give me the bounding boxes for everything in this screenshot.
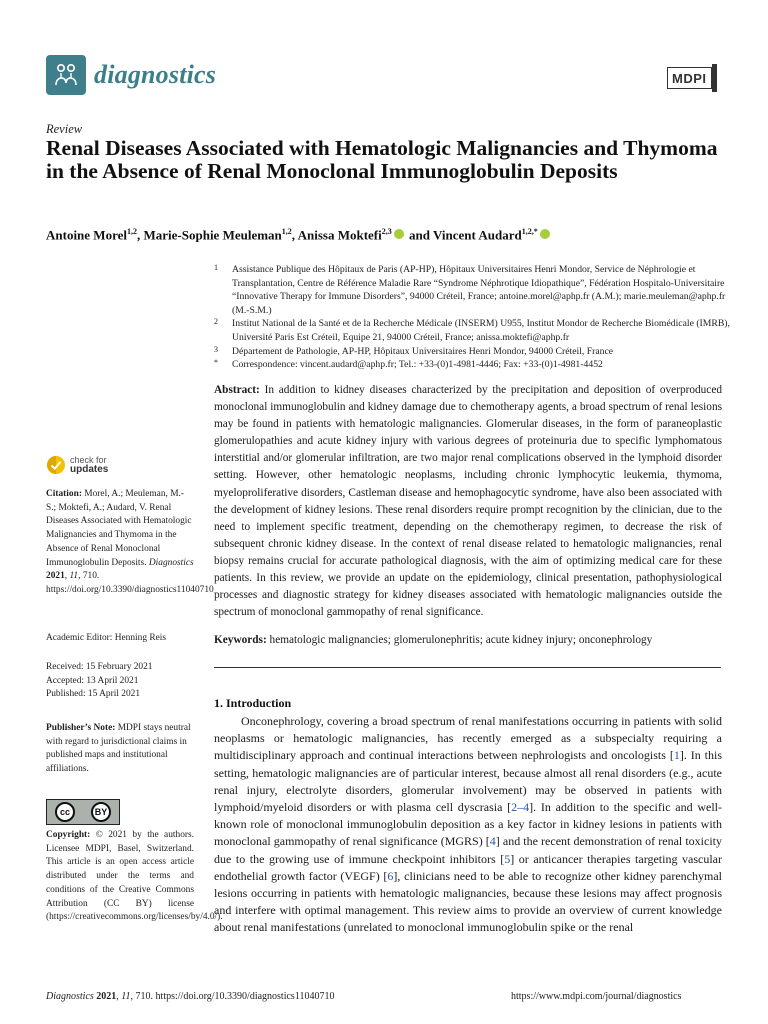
publisher-logo[interactable] — [667, 64, 717, 92]
publication-dates — [46, 661, 194, 702]
author-name: Marie-Sophie Meuleman — [143, 227, 282, 243]
orcid-icon[interactable] — [394, 229, 404, 239]
affiliation-text: Assistance Publique des Hôpitaux de Paris (AP-HP), Hôpitaux Universitaires Henri Mondor, Service de Néphrologie et Transplantation, Centre de Référence Maladie Rare “Syndrome Néphrotique Idiopathique”, Fédération Hospitalo-Universitaire “Innovative Therapy for Immune Disorders”, 94000 Créteil, France; antoine.morel@aphp.fr (A.M.); marie.meuleman@aphp.fr (M.-S.M.) — [232, 264, 726, 316]
intro-text: ], clinicians need to be able to recognize other kidney parenchymal lesions occurring in patients with hematologic malignancies, because these lesions may affect prognosis and interfere with optimal management. This review aims to provide an overview of current knowledge about renal manifestations (unrelated to monoclonal immunoglobulin spike or the renal — [214, 868, 722, 935]
citation-label: Citation: — [46, 489, 82, 499]
journal-logo[interactable] — [46, 55, 216, 95]
footer-journal: Diagnostics — [46, 991, 94, 1002]
publisher-logo-bar — [712, 64, 717, 92]
author-separator: and — [405, 227, 433, 243]
affiliation-text: Institut National de la Santé et de la Recherche Médicale (INSERM) U955, Institut Mondor de Recherche Biomédicale (IMRB), Université Paris Est Créteil, Equipe 21, 94000 Créteil, France; anissa.moktefi@aphp.fr — [232, 318, 730, 343]
abstract — [214, 382, 722, 621]
intro-text: ] or anticancer therapies targeting vascular endothelial growth factor (VEGF) [ — [214, 851, 722, 883]
keywords-label: Keywords: — [214, 634, 267, 646]
citation-year: 2021 — [46, 571, 65, 582]
correspondence-marker: * — [214, 358, 218, 368]
by-icon: BY — [91, 802, 111, 822]
author-name: Antoine Morel — [46, 227, 127, 243]
author-separator: , — [291, 227, 298, 243]
affiliation-item — [214, 263, 734, 317]
reference-link[interactable]: 6 — [387, 868, 394, 883]
affiliation-text: Département de Pathologie, AP-HP, Hôpitaux Universitaires Henri Mondor, 94000 Créteil, France — [232, 345, 614, 357]
author-affiliation-marker: 2,3 — [381, 227, 392, 236]
academic-editor: Academic Editor: Henning Reis — [46, 633, 167, 643]
introduction-paragraph — [214, 713, 722, 937]
check-for-updates-badge[interactable] — [46, 455, 108, 475]
reference-link[interactable]: 4 — [489, 834, 496, 849]
author-name: Vincent Audard — [432, 227, 522, 243]
publisher-note-label: Publisher’s Note: — [46, 723, 116, 733]
affiliation-item — [214, 317, 734, 344]
intro-text: ]. In addition to the specific and well-known role of monoclonal immunoglobulin deposition as a key factor in kidney lesions in patients with monoclonal gammopathy of renal significance (MGRS) [ — [214, 800, 723, 849]
footer-journal-url[interactable]: https://www.mdpi.com/journal/diagnostics — [511, 991, 682, 1002]
section-heading-introduction: 1. Introduction — [214, 696, 292, 710]
section-divider — [214, 667, 721, 668]
keywords — [214, 634, 734, 646]
footer-citation: Diagnostics 2021, 11, 710. https://doi.org/10.3390/diagnostics11040710 — [46, 991, 335, 1002]
check-for-updates-label — [70, 455, 108, 475]
affiliations — [214, 263, 734, 372]
copyright — [46, 829, 223, 925]
journal-logo-icon — [46, 55, 86, 95]
affiliation-number: 1 — [214, 263, 218, 272]
published-date: Published: 15 April 2021 — [46, 689, 141, 700]
article-title: Renal Diseases Associated with Hematologic Malignancies and Thymoma in the Absence of Renal Monoclonal Immunoglobulin Deposits — [46, 136, 718, 183]
affiliation-number: 2 — [214, 317, 218, 327]
correspondence — [214, 358, 734, 372]
citation: Citation: Morel, A.; Meuleman, M.-S.; Moktefi, A.; Audard, V. Renal Diseases Associated with Hematologic Malignancies and Thymoma in the Absence of Renal Monoclonal Immunoglobulin Deposits. Diagnostics 2021, 11, 710. https://doi.org/10.3390/diagnostics11040710 — [46, 489, 214, 595]
author-separator: , — [137, 227, 144, 243]
copyright-text: © 2021 by the authors. Licensee MDPI, Basel, Switzerland. This article is an open access article distributed under the terms and conditions of the Creative Commons Attribution (CC BY) license (https://creativecommons.org/licenses/by/4.0/). — [46, 830, 223, 923]
check-for-updates-line1: check for — [70, 455, 107, 465]
citation-text: Morel, A.; Meuleman, M.-S.; Moktefi, A.; Audard, V. Renal Diseases Associated with Hematologic Malignancies and Thymoma in the Absence of Renal Monoclonal Immunoglobulin Deposits. — [46, 489, 192, 568]
author-affiliation-marker: 1,2 — [281, 227, 292, 236]
cc-by-license-badge[interactable] — [46, 799, 120, 825]
footer-year: 2021 — [96, 991, 117, 1002]
abstract-label: Abstract: — [214, 384, 260, 396]
copyright-label: Copyright: — [46, 830, 91, 840]
journal-name: diagnostics — [94, 60, 217, 89]
accepted-date: Accepted: 13 April 2021 — [46, 675, 139, 686]
reference-link[interactable]: 5 — [504, 851, 511, 866]
check-for-updates-line2: updates — [70, 464, 109, 475]
citation-volume: 11 — [69, 571, 79, 582]
intro-text: ]. In this setting, hematologic malignancies are of particular interest, because almost all renal disorders (e.g., acute renal injury, electrolyte disorders, glomerular involvement) may be observed in patients with lymphoid/myeloid disorders or with plasma cell dyscrasia [ — [214, 748, 722, 815]
author-affiliation-marker: 1,2,* — [521, 227, 538, 236]
citation-journal: Diagnostics — [148, 557, 194, 568]
author-name: Anissa Moktefi — [297, 227, 382, 243]
intro-text: Onconephrology, covering a broad spectrum of renal manifestations occurring in patients with solid neoplasms or hematologic malignancies, has recently emerged as a subspecialty requiring a multidisciplinary approach and continual interactions between nephrologists and oncologists [ — [214, 714, 722, 763]
citation-doi[interactable]: , 710. https://doi.org/10.3390/diagnostics11040710 — [46, 571, 214, 595]
publisher-note — [46, 722, 194, 777]
reference-link[interactable]: 2–4 — [511, 800, 530, 815]
publisher-name: MDPI — [667, 67, 712, 89]
author-affiliation-marker: 1,2 — [127, 227, 137, 236]
check-for-updates-icon — [46, 455, 66, 475]
orcid-icon[interactable] — [540, 229, 550, 239]
footer-doi[interactable]: , 710. https://doi.org/10.3390/diagnostics11040710 — [130, 991, 335, 1002]
cc-icon: cc — [55, 802, 75, 822]
correspondence-text: Correspondence: vincent.audard@aphp.fr; Tel.: +33-(0)1-4981-4446; Fax: +33-(0)1-4981-4452 — [232, 359, 603, 371]
intro-text: ] and the recent demonstration of renal toxicity due to the growing use of immune checkpoint inhibitors [ — [214, 834, 722, 866]
author-list — [46, 227, 736, 243]
abstract-text: In addition to kidney diseases characterized by the precipitation and deposition of overproduced monoclonal immunoglobulin and kidney damage due to chemotherapy agents, a broad spectrum of renal lesions may be found in patients with hematologic malignancies. Glomerular diseases, in the form of paraneoplastic glomerulopathies and acute kidney injury with various degrees of proteinuria due to specific lymphomatous interstitial and/or glomerular infiltration, are two major renal complications observed in the lymphoid disorder setting. However, other hematologic neoplasms, including chronic lymphocytic leukemia, thymoma, myeloproliferative disorders, Castleman disease and hemophagocytic syndrome, have also been associated with the development of kidney lesions. These renal disorders require prompt recognition by the clinician, due to the need to implement specific treatment, depending on the chemotherapy regimen, to decrease the risk of subsequent chronic kidney disease. In the context of renal disease related to hematologic malignancies, renal biopsy remains crucial for accurate pathological diagnosis, with the aim of optimizing medical care for these patients. In this review, we provide an update on the epidemiology, clinical presentation, pathophysiological processes and diagnostic strategy for kidney diseases associated with hematologic malignancies outside the spectrum of monoclonal gammopathy of renal significance. — [214, 384, 722, 619]
footer-volume: 11 — [121, 991, 131, 1002]
affiliation-number: 3 — [214, 344, 218, 354]
publisher-note-text: MDPI stays neutral with regard to jurisdictional claims in published maps and institutional affiliations. — [46, 723, 191, 775]
reference-link[interactable]: 1 — [673, 748, 680, 763]
received-date: Received: 15 February 2021 — [46, 662, 153, 672]
article-type: Review — [46, 122, 83, 136]
keywords-text: hematologic malignancies; glomerulonephritis; acute kidney injury; onconephrology — [269, 634, 653, 646]
affiliation-item — [214, 345, 734, 359]
